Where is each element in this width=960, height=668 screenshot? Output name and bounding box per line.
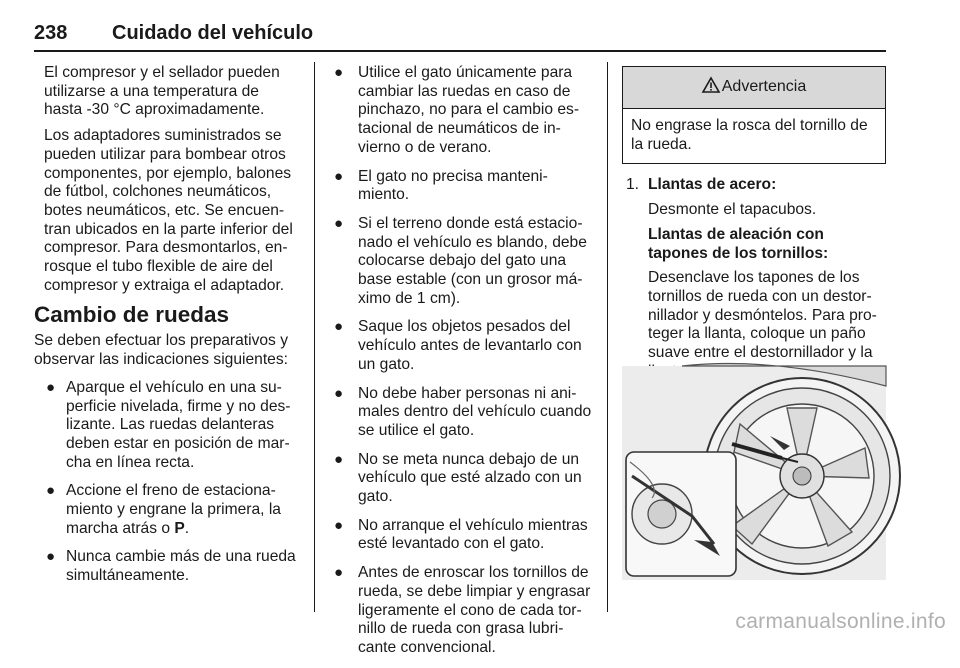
warning-triangle-icon [702,77,720,99]
header-rule [34,50,886,52]
list-item-text: Antes de enroscar los tornillos de rueda, se debe limpiar y engrasar ligeramente el cono de cada tor-nillo de rueda con grasa lubri-cante convencional. [358,564,591,656]
bullet-icon: ● [46,548,56,566]
column-3 [622,66,886,387]
list-item [328,385,592,441]
bullet-icon: ● [334,64,344,81]
intro-paragraph-1: El compresor y el sellador pueden utilizarse a una temperatura de hasta -30 °C aproximadamente. [44,64,280,119]
warning-box [622,66,886,164]
list-item [34,482,300,538]
bullet-icon: ● [46,482,56,500]
list-item [328,215,592,309]
section-title: Cuidado del vehículo [112,22,314,44]
bullet-icon: ● [334,450,344,468]
step-text-2: Desenclave los tapones de los tornillos de rueda con un destor-nillador y desmóntelos. Para pro-teger la llanta, coloque un paño suave entre el destornillador y la [648,269,877,362]
list-item [328,564,592,658]
bullet-icon: ● [46,378,56,396]
step-subheading: Llantas de aleación con tapones de los tornillos: [648,225,829,262]
list-item-text: Aparque el vehículo en una su-perficie nivelada, firme y no des-lizante. Las ruedas delanteras deben estar en posición de mar-cha en línea recta. [66,378,291,471]
gear-p-label: P [174,519,185,537]
watermark: carmanualsonline.info [735,610,946,633]
column-divider-2 [607,62,608,612]
list-item-text: Accione el freno de estaciona-miento y engrane la primera, la marcha atrás o [66,482,281,537]
list-item [328,64,592,158]
wheel-illustration [622,366,886,580]
warning-title: Advertencia [721,78,807,96]
step-text-1: Desmonte el tapacubos. [648,201,817,219]
list-item-text: Si el terreno donde está estacio-nado el vehículo es blando, debe colocarse debajo del gato una base estable (con un grosor má-ximo de 1 cm). [358,214,587,307]
list-item-text: No se meta nunca debajo de un vehículo que esté alzado con un gato. [358,450,582,506]
step-heading: Llantas de acero: [648,176,777,194]
bullet-icon: ● [334,318,344,336]
list-item [328,168,592,205]
list-item [328,318,592,374]
list-item-text: Utilice el gato únicamente para cambiar las ruedas en caso de pinchazo, no para el cambio es-tacional de neumáticos de in-vierno o de verano. [358,64,580,156]
list-item-text: Nunca cambie más de una rueda simultáneamente. [66,548,296,585]
page-number: 238 [34,22,68,44]
bullet-icon: ● [334,564,344,582]
list-item-end: . [184,519,190,537]
bullet-icon: ● [334,214,344,232]
lead-paragraph: Se deben efectuar los preparativos y observar las indicaciones siguientes: [34,332,288,369]
step-1 [622,176,886,381]
list-item [34,548,300,585]
list-item [328,517,592,554]
column-divider-1 [314,62,315,612]
step-number: 1. [626,176,640,194]
list-item-text: No arranque el vehículo mientras esté levantado con el gato. [358,516,588,553]
bullet-icon: ● [334,516,344,534]
page-header [34,22,886,52]
intro-paragraph-2: Los adaptadores suministrados se pueden utilizar para bombear otros componentes, por ejemplo, balones de fútbol, colchones neumáticos, botes neumáticos, etc. Se encuen-tran ubicados en la parte inferior del compresor. Para desmontarlos, en-rosque el tubo flexible de aire del compresor y extraiga el adaptador. [44,127,293,294]
list-item-text: No debe haber personas ni ani-males dentro del vehículo cuando se utilice el gato. [358,384,592,439]
list-item-text: Saque los objetos pesados del vehículo antes de levantarlo con un gato. [358,318,582,373]
list-item [328,451,592,507]
list-item [34,379,300,473]
warning-text: No engrase la rosca del tornillo de la rueda. [631,117,868,153]
bullet-icon: ● [334,167,344,185]
warning-header [623,67,885,109]
bullet-icon: ● [334,384,344,402]
column-1 [34,64,300,596]
section-heading: Cambio de ruedas [34,302,230,328]
column-2 [328,64,592,668]
list-item-text: El gato no precisa manteni-miento. [358,167,548,204]
